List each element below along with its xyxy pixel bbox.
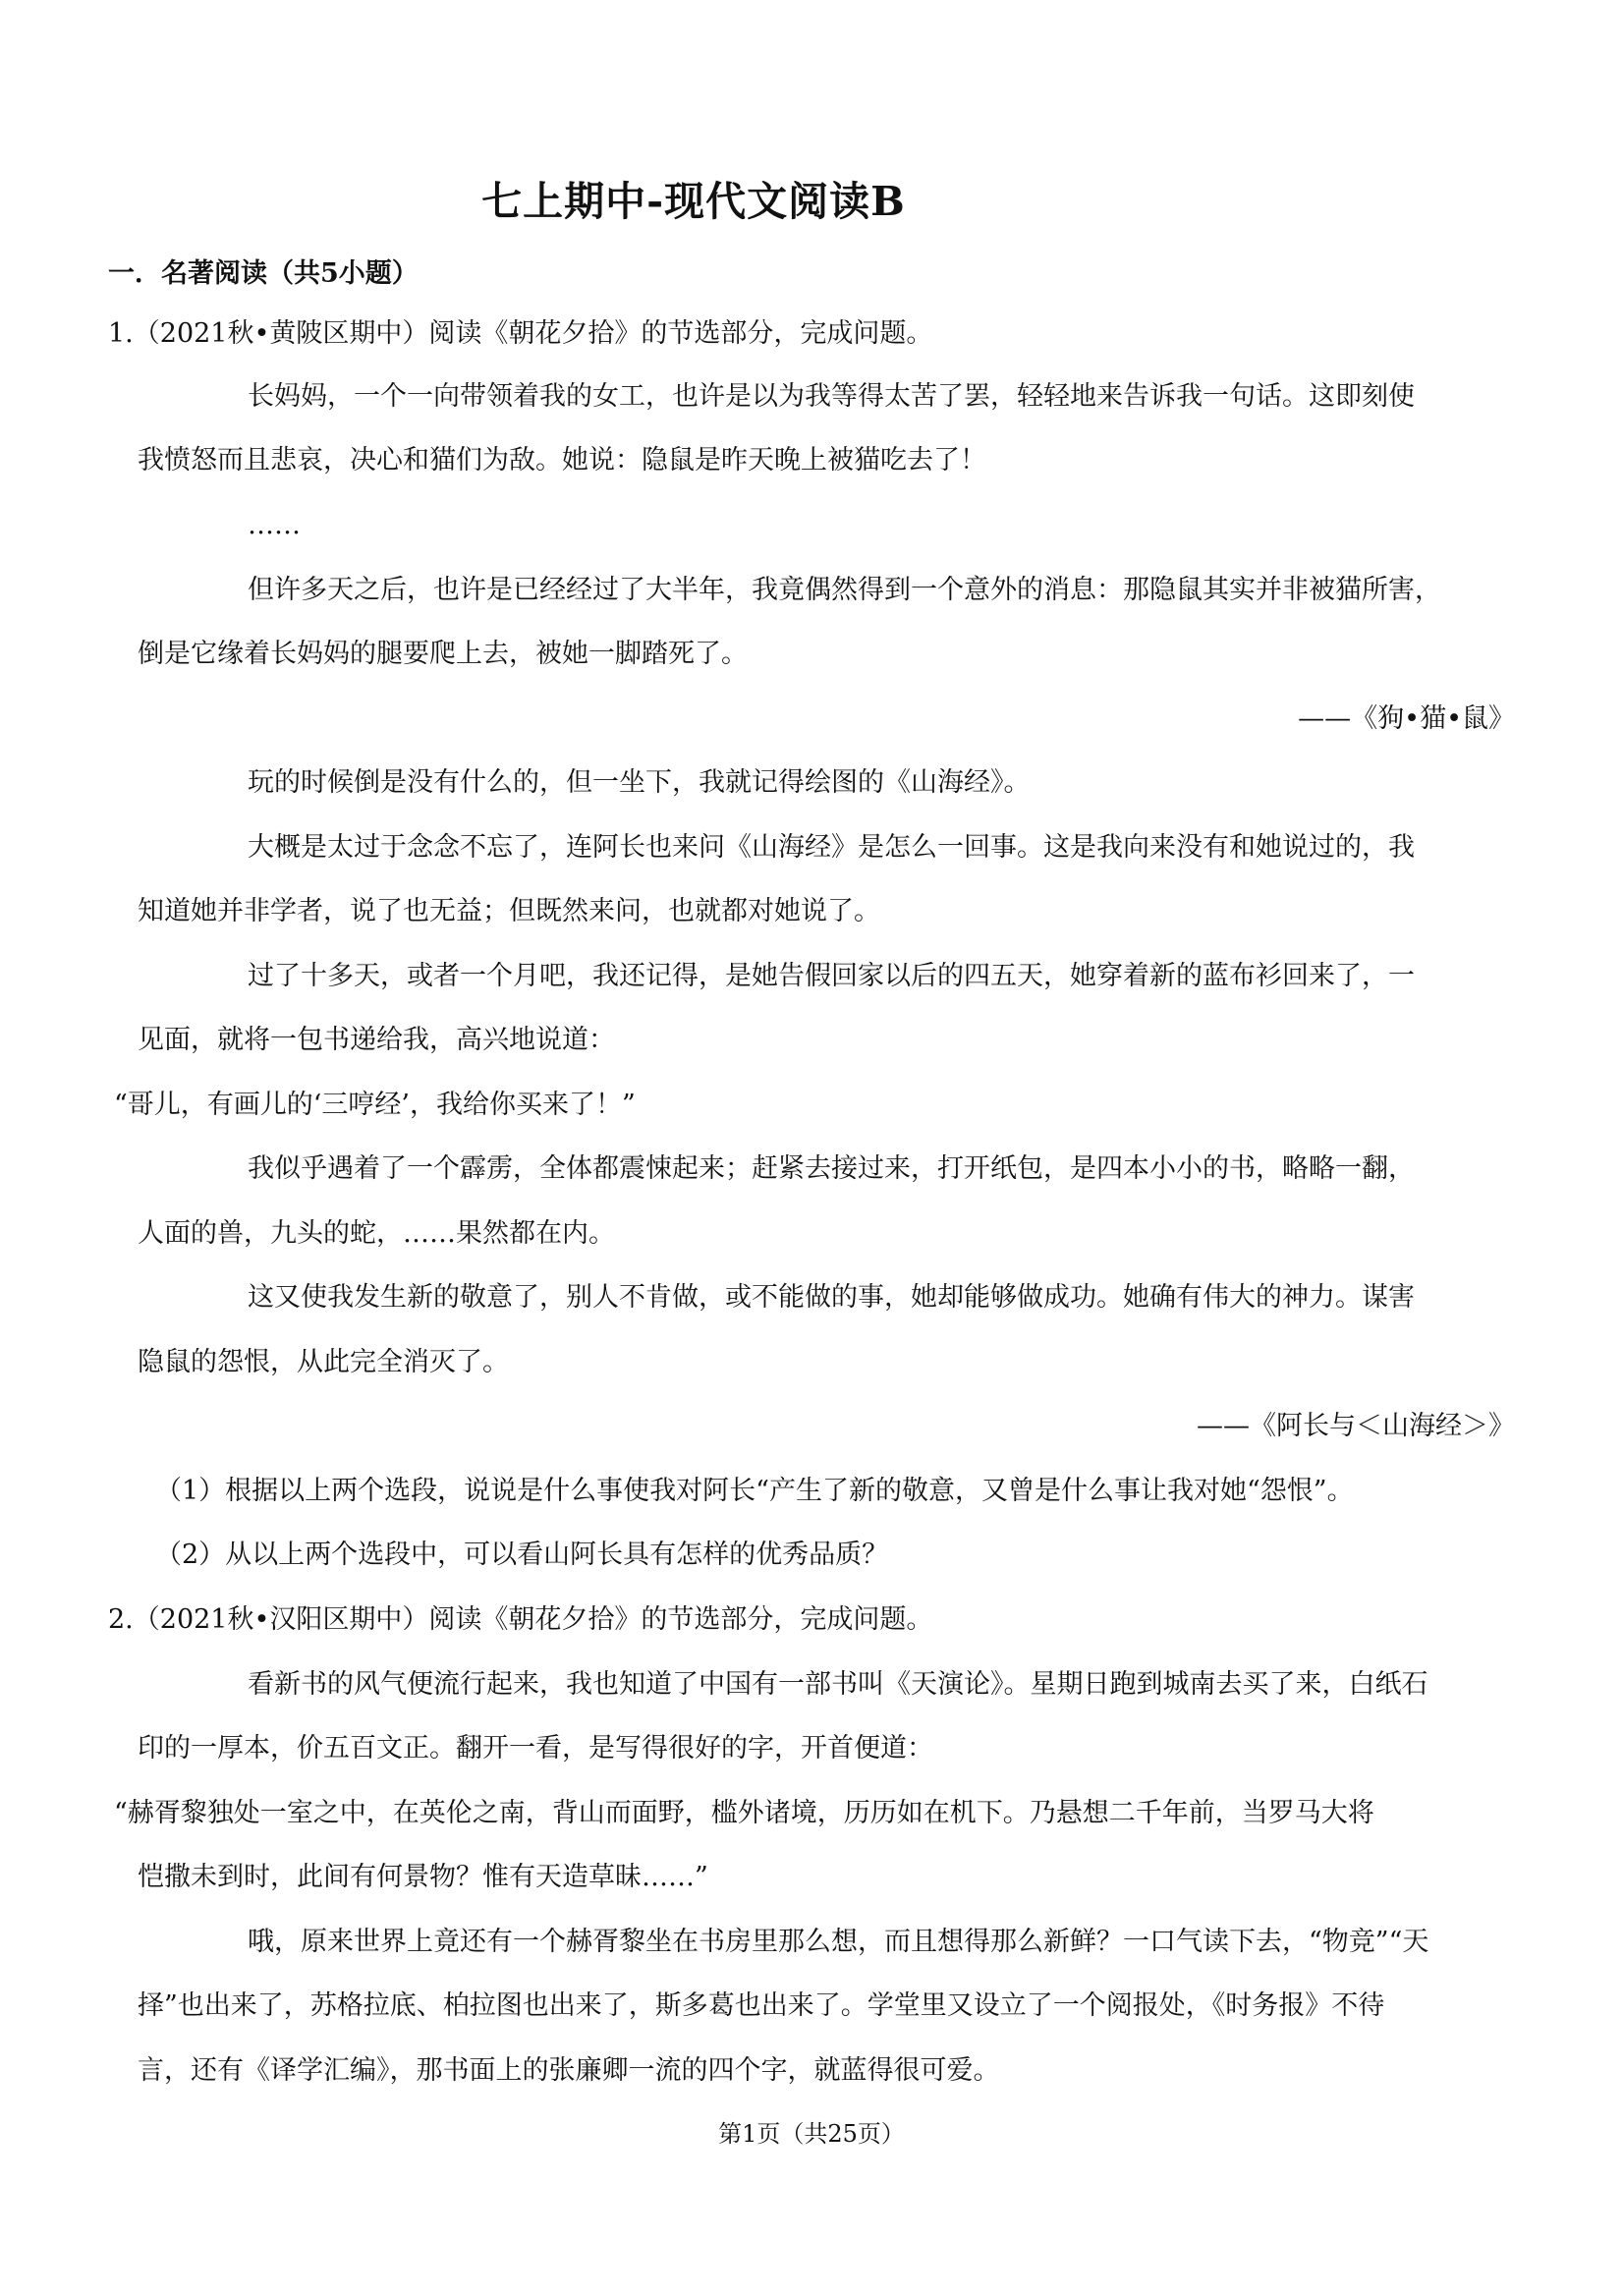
q1-subquestion-2: （2）从以上两个选段中，可以看山阿长具有怎样的优秀品质？ [155,1540,889,1570]
q2-passage-line: 择”也出来了，苏格拉底、柏拉图也出来了，斯多葛也出来了。学堂里又设立了一个阅报处，《时务报》不待 [138,1990,1385,2021]
q1-passage-line: 我愤怒而且悲哀，决心和猫们为敌。她说：隐鼠是昨天晚上被猫吃去了！ [138,445,986,476]
q1-passage-line: 隐鼠的怨恨，从此完全消灭了。 [138,1347,509,1377]
q1-quote-line: “哥儿，有画儿的‘三哼经’，我给你买来了！” [114,1090,636,1120]
q1-passage-line: 大概是太过于念念不忘了，连阿长也来问《山海经》是怎么一回事。这是我向来没有和她说过的，我 [248,832,1415,863]
page-title: 七上期中-现代文阅读B [481,178,906,225]
q1-passage-line: 人面的兽，九头的蛇，……果然都在内。 [138,1218,615,1249]
page-footer: 第1页（共25页） [718,2120,905,2148]
q1-passage-line: 倒是它缘着长妈妈的腿要爬上去，被她一脚踏死了。 [138,639,748,669]
q1-passage-line: 知道她并非学者，说了也无益；但既然来问，也就都对她说了。 [138,896,880,926]
q1-passage-line: 但许多天之后，也许是已经经过了大半年，我竟偶然得到一个意外的消息：那隐鼠其实并非被猫所害， [248,575,1441,605]
q1-ellipsis: …… [248,510,301,540]
q2-passage-line: 印的一厚本，价五百文正。翻开一看，是写得很好的字，开首便道： [138,1733,933,1764]
q2-quote-line: 恺撒未到时，此间有何景物？惟有天造草昧……” [138,1862,708,1892]
q1-passage-line: 我似乎遇着了一个霹雳，全体都震悚起来；赶紧去接过来，打开纸包，是四本小小的书，略略一翻， [248,1153,1415,1184]
q1-passage-line: 过了十多天，或者一个月吧，我还记得，是她告假回家以后的四五天，她穿着新的蓝布衫回来了，一 [248,961,1415,991]
question-2-header: 2.（2021秋•汉阳区期中）阅读《朝花夕拾》的节选部分，完成问题。 [108,1604,933,1635]
q2-passage-line: 看新书的风气便流行起来，我也知道了中国有一部书叫《天演论》。星期日跑到城南去买了来，白纸石 [248,1669,1428,1700]
q1-passage-line: 长妈妈，一个一向带领着我的女工，也许是以为我等得太苦了罢，轻轻地来告诉我一句话。这即刻使 [248,381,1415,412]
q1-source-citation: ——《阿长与＜山海经＞》 [1197,1411,1515,1441]
q1-subquestion-1: （1）根据以上两个选段，说说是什么事使我对阿长“产生了新的敬意，又曾是什么事让我对她“怨恨”。 [155,1476,1354,1506]
question-1-header: 1.（2021秋•黄陂区期中）阅读《朝花夕拾》的节选部分，完成问题。 [108,318,933,349]
q2-passage-line: 哦，原来世界上竟还有一个赫胥黎坐在书房里那么想，而且想得那么新鲜？一口气读下去，“物竞”“天 [248,1927,1429,1957]
q2-passage-line: 言，还有《译学汇编》，那书面上的张廉卿一流的四个字，就蓝得很可爱。 [138,2055,1000,2086]
section-heading: 一．名著阅读（共5小题） [108,258,419,289]
q1-source-citation: ——《狗•猫•鼠》 [1298,703,1515,734]
q1-passage-line: 这又使我发生新的敬意了，别人不肯做，或不能做的事，她却能够做成功。她确有伟大的神力。谋害 [248,1282,1415,1313]
q1-passage-line: 见面，就将一包书递给我，高兴地说道： [138,1025,615,1055]
q2-quote-line: “赫胥黎独处一室之中，在英伦之南，背山而面野，槛外诸境，历历如在机下。乃悬想二千年前，当罗马大将 [114,1798,1374,1828]
q1-passage-line: 玩的时候倒是没有什么的，但一坐下，我就记得绘图的《山海经》。 [248,767,1031,798]
